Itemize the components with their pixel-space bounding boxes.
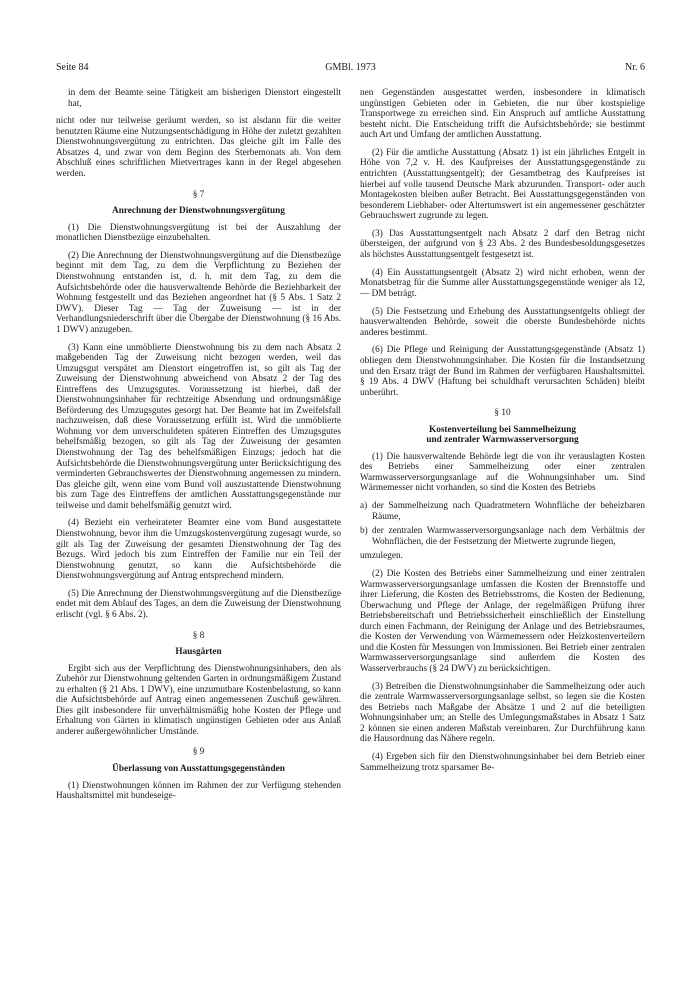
section-title <box>360 425 645 446</box>
paragraph: (4) Ergeben sich für den Dienstwohnungsinhaber bei dem Betrieb einer Sammelheizung trotz sparsamer Be- <box>360 752 645 773</box>
paragraph: (2) Für die amtliche Ausstattung (Absatz 1) ist ein jährliches Entgelt in Höhe von 7,2 v. H. des Kaufpreises der Ausstattungsgegenstände zu entrichten (Ausstattungsentgelt); der Gesamtbetrag des Kaufpreises ist hierbei auf volle tausend Deutsche Mark abzurunden. Transport- oder auch Montagekosten bleiben außer Betracht. Bei Ausstattungsgegenständen von besonderem Liebhaber- oder Altertumswert ist ein angemessener geschätzter Gebrauchswert zugrunde zu legen. <box>360 147 645 222</box>
right-column <box>360 88 645 781</box>
section-number: § 8 <box>192 630 205 641</box>
left-column <box>56 88 341 809</box>
list-marker: b) <box>360 526 368 537</box>
section-title: Hausgärten <box>175 647 222 658</box>
list-marker: a) <box>360 501 368 512</box>
page-header <box>56 62 645 76</box>
issue-number: Nr. 6 <box>625 62 645 73</box>
list-item <box>360 526 645 547</box>
paragraph: (5) Die Festsetzung und Erhebung des Ausstattungsentgelts obliegt der hausverwaltenden Behörde, soweit die oberste Bundesbehörde nichts anderes bestimmt. <box>360 306 645 338</box>
section-title: Überlassung von Ausstattungsgegenständen <box>112 764 285 775</box>
paragraph: (4) Ein Ausstattungsentgelt (Absatz 2) wird nicht erhoben, wenn der Monatsbetrag für die Summe aller Ausstattungsgegenstände weniger als 12,— DM beträgt. <box>360 267 645 299</box>
paragraph: nen Gegenständen ausgestattet werden, insbesondere in klimatisch ungünstigen Gebieten oder in Gebieten, die nur über kostspielige Transportwege zu erreichen sind. Ein Anspruch auf amtliche Ausstattung besteht nicht. Die Entscheidung trifft die Aufsichtsbehörde; sie bestimmt auch Art und Umfang der amtlichen Ausstattung. <box>360 88 645 141</box>
paragraph: (1) Die hausverwaltende Behörde legt die von ihr verauslagten Kosten des Betriebs einer Sammelheizung oder einer zentralen Warmwasserversorgungsanlage auf die Wohnungsinhaber um. Sind Wärmemesser nicht vorhanden, so sind die Kosten des Betriebs <box>360 451 645 494</box>
paragraph: (3) Betreiben die Dienstwohnungsinhaber die Sammelheizung oder auch die zentrale Warmwasserversorgungsanlage selbst, so legen sie die Kosten des Betriebs nach Maßgabe der Absätze 1 und 2 auf die beteiligten Wohnungsinhaber um; an Stelle des Umlegungsmaßstabes in Absatz 1 Satz 2 können sie einen anderen Maßstab vereinbaren. Zur Durchführung kann die Hausordnung das Nähere regeln. <box>360 681 645 745</box>
paragraph: (1) Die Dienstwohnungsvergütung ist bei der Auszahlung der monatlichen Dienstbezüge einzubehalten. <box>56 222 341 244</box>
section-number: § 9 <box>192 747 205 758</box>
paragraph: umzulegen. <box>360 551 403 562</box>
section-title: Anrechnung der Dienstwohnungsvergütung <box>112 206 285 217</box>
paragraph: (4) Bezieht ein verheirateter Beamter eine vom Bund ausgestattete Dienstwohnung, bevor ihm die Umzugskostenvergütung zugesagt wurde, so gilt als Tag der Zuweisung der gesamten Dienstwohnung der Tag des Bezugs. Wird jedoch bis zum Eintreffen der Familie nur ein Teil der Dienstwohnung genutzt, so kann die Aufsichtsbehörde die Dienstwohnungsvergütung auf Antrag entsprechend mindern. <box>56 518 341 582</box>
section-title-line: Kostenverteilung bei Sammelheizung <box>429 424 576 435</box>
section-title-line: und zentraler Warmwasserversorgung <box>426 435 579 446</box>
paragraph: (1) Dienstwohnungen können im Rahmen der zur Verfügung stehenden Haushaltsmittel mit bundeseige- <box>56 780 341 802</box>
list-text: der Sammelheizung nach Quadratmetern Wohnfläche der beheizbaren Räume, <box>372 501 645 522</box>
paragraph: (5) Die Anrechnung der Dienstwohnungsvergütung auf die Dienstbezüge endet mit dem Ablauf des Tages, an dem die Zuweisung der Dienstwohnung erlischt (vgl. § 6 Abs. 2). <box>56 588 341 620</box>
paragraph: (3) Das Ausstattungsentgelt nach Absatz 2 darf den Betrag nicht übersteigen, der aufgrund von § 23 Abs. 2 des Bundesbesoldungsgesetzes als höchstes Ausstattungsentgelt festgesetzt ist. <box>360 228 645 261</box>
paragraph: in dem der Beamte seine Tätigkeit am bisherigen Dienstort eingestellt hat, <box>68 88 341 109</box>
section-number: § 10 <box>494 408 511 419</box>
paragraph: (3) Kann eine unmöblierte Dienstwohnung bis zu dem nach Absatz 2 maßgebenden Tag der Zuweisung nicht bezogen werden, weil das Umzugsgut verspätet am Dienstort eingetroffen ist, so gilt als Tag der Zuweisung der Dienstwohnung abweichend von Absatz 2 der Tag des Eintreffens des Umzugsgutes. Voraussetzung ist hierbei, daß der Dienstwohnungsinhaber für rechtzeitige Absendung und ordnungsmäßige Beförderung des Umzugsgutes gesorgt hat. Der Beamte hat im Zweifelsfall nachzuweisen, daß diese Voraussetzung erfüllt ist. Wird die unmöblierte Wohnung vor dem unverschuldeten späteren Eintreffen des Umzugsgutes behelfsmäßig bezogen, so gilt als Tag der Zuweisung der gesamten Dienstwohnung der Tag des behelfsmäßigen Einzugs; jedoch hat die Aufsichtsbehörde die Dienstwohnungsvergütung unter Berücksichtigung des verminderten Gebrauchswertes der Dienstwohnung angemessen zu mindern. Das gleiche gilt, wenn eine vom Bund voll auszustattende Dienstwohnung bis zum Tage des Eintreffens der amtlichen Ausstattungsgegenstände nur teilweise und damit behelfsmäßig genutzt wird. <box>56 342 341 511</box>
paragraph: (2) Die Anrechnung der Dienstwohnungsvergütung auf die Dienstbezüge beginnt mit dem Tag, zu dem die Verpflichtung zu Beziehen der Dienstwohnung entstanden ist, d. h. mit dem Tag, zu dem die Aufsichtsbehörde oder die hausverwaltende Behörde die Beziehbarkeit der Wohnung festgestellt und das Beziehen angeordnet hat (§ 5 Abs. 1 Satz 2 DWV). Dieser Tag — Tag der Zuweisung — ist in der Verhandlungsniederschrift über die Übergabe der Dienstwohnung (§ 16 Abs. 1 DWV) anzugeben. <box>56 250 341 335</box>
paragraph: Ergibt sich aus der Verpflichtung des Dienstwohnungsinhabers, den als Zubehör zur Dienstwohnung geltenden Garten in ordnungsmäßigem Zustand zu erhalten (§ 21 Abs. 1 DWV), eine unzumutbare Kostenbelastung, so kann die Aufsichtsbehörde auf Antrag einen angemessenen Zuschuß gewähren. Dies gilt insbesondere für unverhältnismäßig hohe Kosten der Pflege und Erhaltung von Gärten in klimatisch ungünstigen Gebieten oder aus Anlaß anderer außergewöhnlicher Umstände. <box>56 663 341 737</box>
paragraph: nicht oder nur teilweise geräumt werden, so ist alsdann für die weiter benutzten Räume eine Nutzungsentschädigung in Höhe der zuletzt gezahlten Dienstwohnungsvergütung zu entrichten. Das gleiche gilt im Falle des Absatzes 4, und zwar von dem Beginn des Sterbemonats ab. Von dem Abschluß eines schriftlichen Mietvertrages kann in der Regel abgesehen werden. <box>56 116 341 180</box>
page-number: Seite 84 <box>56 62 89 73</box>
list-item <box>360 501 645 522</box>
section-number: § 7 <box>192 189 205 200</box>
journal-title: GMBl. 1973 <box>325 62 376 73</box>
paragraph: (2) Die Kosten des Betriebs einer Sammelheizung und einer zentralen Warmwasserversorgungsanlage umfassen die Kosten der Brennstoffe und ihrer Lieferung, die Kosten des Betriebsstroms, die Kosten der Bedienung, Überwachung und Pflege der Anlage, der regelmäßigen Prüfung ihrer Betriebsbereitschaft und Betriebssicherheit einschließlich der Einstellung durch einen Fachmann, der Reinigung der Anlage und des Betriebsraumes, die Kosten der Verwendung von Wärmemessern oder Heizkostenverteilern und die Kosten für Messungen von Immissionen. Bei Betrieb einer zentralen Warmwasserversorgungsanlage sind außerdem die Kosten des Wasserverbrauchs (§ 24 DWV) zu berücksichtigen. <box>360 569 645 675</box>
list-text: der zentralen Warmwasserversorgungsanlage nach dem Verhältnis der Wohnflächen, die der Festsetzung der Mietwerte zugrunde liegen, <box>372 526 645 547</box>
paragraph: (6) Die Pflege und Reinigung der Ausstattungsgegenstände (Absatz 1) obliegen dem Dienstwohnungsinhaber. Die Kosten für die Instandsetzung und den Ersatz trägt der Bund im Rahmen der verfügbaren Haushaltsmittel. § 19 Abs. 4 DWV (Haftung bei schuldhaft verursachten Schäden) bleibt unberührt. <box>360 345 645 398</box>
